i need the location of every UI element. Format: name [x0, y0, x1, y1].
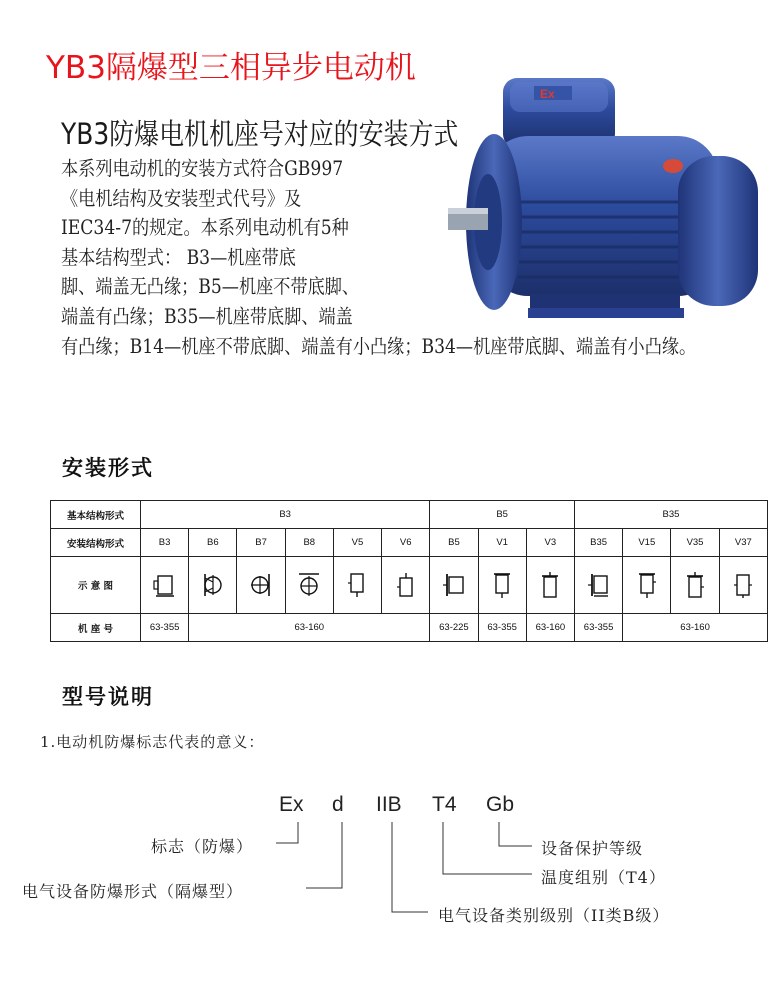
diagram-v1-icon	[478, 557, 526, 614]
diagram-v6-icon	[382, 557, 430, 614]
install-type-cell: V3	[526, 529, 574, 557]
diagram-b8-icon	[285, 557, 333, 614]
frame-number-cell: 63-355	[141, 614, 189, 642]
diagram-v15-icon	[623, 557, 671, 614]
diagram-b3-icon	[141, 557, 189, 614]
row-header: 基本结构形式	[51, 501, 141, 529]
intro-line: 端盖有凸缘；B35—机座带底脚、端盖	[61, 304, 353, 328]
code-gb: Gb	[486, 793, 515, 816]
install-type-cell: V1	[478, 529, 526, 557]
label-temperature-group: 温度组别（T4）	[541, 868, 666, 887]
intro-paragraph	[61, 154, 761, 361]
intro-line: 有凸缘；B14—机座不带底脚、端盖有小凸缘；B34—机座带底脚、端盖有小凸缘。	[61, 334, 697, 358]
label-explosion-form: 电气设备防爆形式（隔爆型）	[22, 882, 244, 901]
install-heading: 安装形式	[62, 456, 154, 480]
code-d: d	[332, 793, 344, 816]
label-equipment-class: 电气设备类别级别（II类B级）	[438, 906, 670, 925]
frame-number-cell: 63-160	[189, 614, 430, 642]
row-header: 示 意 图	[51, 557, 141, 614]
install-table	[50, 500, 768, 642]
install-type-cell: B6	[189, 529, 237, 557]
diagram-row	[51, 557, 768, 614]
diagram-v3-icon	[526, 557, 574, 614]
intro-line: 本系列电动机的安装方式符合GB997	[61, 157, 344, 180]
intro-line: IEC34-7的规定。本系列电动机有5种	[61, 216, 349, 240]
frame-number-cell: 63-160	[623, 614, 768, 642]
install-type-cell: V5	[333, 529, 381, 557]
install-type-cell: B35	[574, 529, 622, 557]
subtitle: YB3防爆电机机座号对应的安装方式	[61, 117, 459, 151]
install-type-cell: B8	[285, 529, 333, 557]
diagram-v5-icon	[333, 557, 381, 614]
code-iib: IIB	[376, 793, 402, 816]
frame-numbers-row	[51, 614, 768, 642]
model-heading: 型号说明	[62, 685, 154, 709]
intro-line: 脚、端盖无凸缘；B5—机座不带底脚、	[61, 275, 360, 299]
diagram-v35-icon	[671, 557, 719, 614]
row-header: 机 座 号	[51, 614, 141, 642]
install-type-cell: V37	[719, 529, 767, 557]
frame-number-cell: 63-225	[430, 614, 478, 642]
diagram-v37-icon	[719, 557, 767, 614]
basic-type-cell: B5	[430, 501, 575, 529]
install-type-cell: V35	[671, 529, 719, 557]
model-note: 1.电动机防爆标志代表的意义：	[40, 733, 265, 751]
install-types-row	[51, 529, 768, 557]
label-protection-level: 设备保护等级	[541, 839, 644, 858]
basic-type-cell: B3	[141, 501, 430, 529]
diagram-b7-icon	[237, 557, 285, 614]
basic-types-row	[51, 501, 768, 529]
nameplate-ex: Ex	[540, 87, 555, 101]
diagram-b35-icon	[574, 557, 622, 614]
basic-type-cell: B35	[574, 501, 767, 529]
install-type-cell: V15	[623, 529, 671, 557]
install-type-cell: B5	[430, 529, 478, 557]
intro-line: 基本结构型式： B3—机座带底	[61, 245, 296, 269]
frame-number-cell: 63-355	[574, 614, 622, 642]
main-title: YB3隔爆型三相异步电动机	[46, 50, 416, 86]
code-ex: Ex	[279, 793, 304, 816]
install-type-cell: B3	[141, 529, 189, 557]
label-mark: 标志（防爆）	[151, 837, 254, 856]
row-header: 安装结构形式	[51, 529, 141, 557]
diagram-b5-icon	[430, 557, 478, 614]
install-type-cell: V6	[382, 529, 430, 557]
frame-number-cell: 63-355	[478, 614, 526, 642]
code-t4: T4	[432, 793, 457, 816]
intro-line: 《电机结构及安装型式代号》及	[61, 186, 302, 210]
install-type-cell: B7	[237, 529, 285, 557]
diagram-b6-icon	[189, 557, 237, 614]
frame-number-cell: 63-160	[526, 614, 574, 642]
